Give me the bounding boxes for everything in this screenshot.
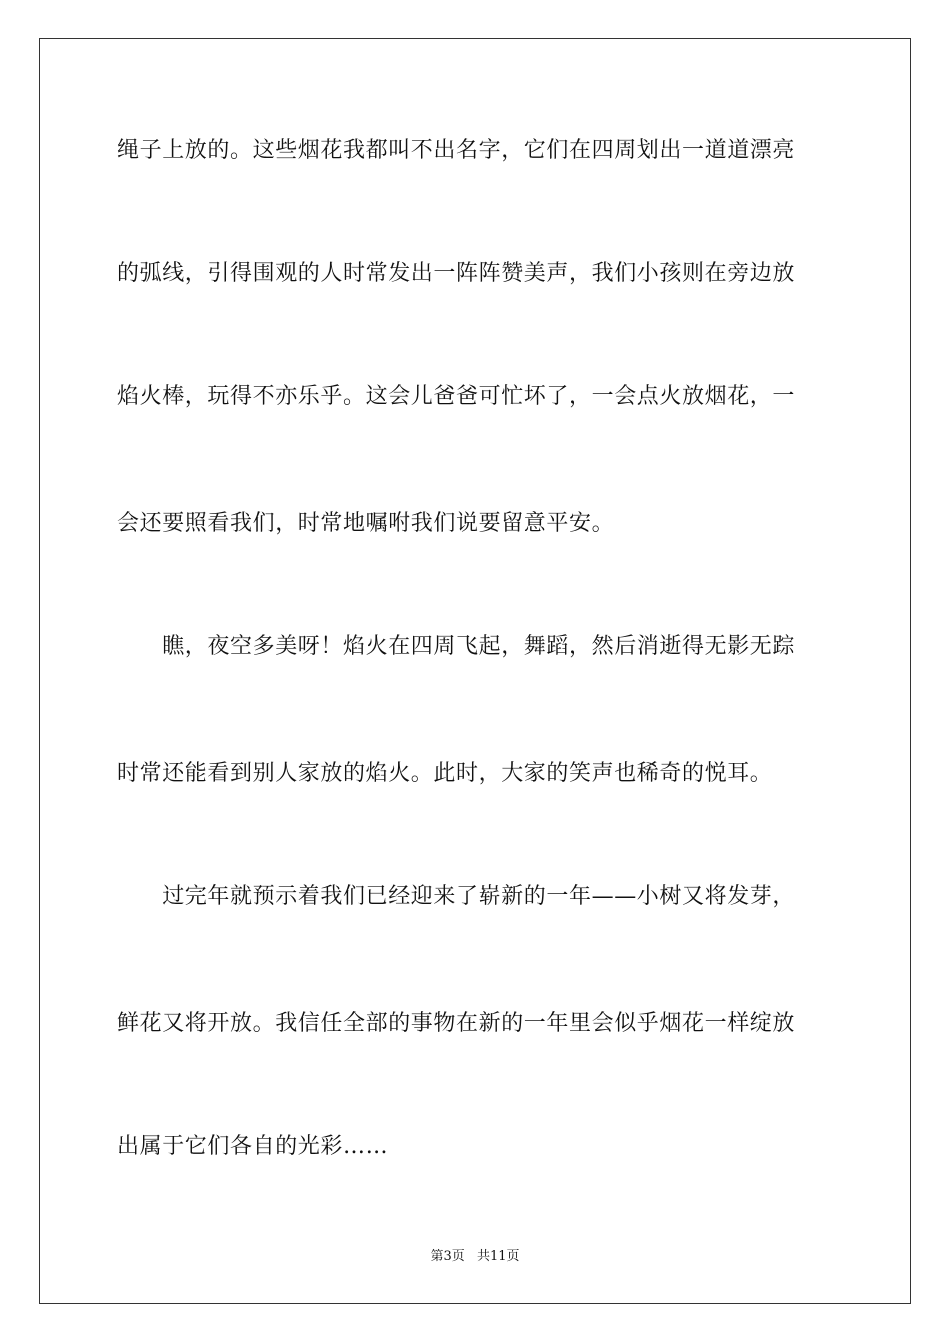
text-line-6: 时常还能看到别人家放的焰火。此时，大家的笑声也稀奇的悦耳。 xyxy=(117,761,773,786)
page-frame xyxy=(39,38,911,1304)
text-line-7: 过完年就预示着我们已经迎来了崭新的一年——小树又将发芽， xyxy=(117,884,796,909)
text-line-3: 焰火棒，玩得不亦乐乎。这会儿爸爸可忙坏了，一会点火放烟花，一 xyxy=(117,384,796,409)
text-line-4: 会还要照看我们，时常地嘱咐我们说要留意平安。 xyxy=(117,511,615,536)
text-line-8: 鲜花又将开放。我信任全部的事物在新的一年里会似乎烟花一样绽放 xyxy=(117,1011,796,1036)
text-line-2: 的弧线，引得围观的人时常发出一阵阵赞美声，我们小孩则在旁边放 xyxy=(117,261,796,286)
page-total: 共11页 xyxy=(476,1249,520,1264)
page-number: 第3页 xyxy=(430,1249,465,1264)
text-line-9: 出属于它们各自的光彩…… xyxy=(117,1134,389,1159)
page-footer xyxy=(0,1248,950,1266)
text-line-1: 绳子上放的。这些烟花我都叫不出名字，它们在四周划出一道道漂亮 xyxy=(117,138,796,163)
text-line-5: 瞧，夜空多美呀！焰火在四周飞起，舞蹈，然后消逝得无影无踪 xyxy=(117,634,796,659)
